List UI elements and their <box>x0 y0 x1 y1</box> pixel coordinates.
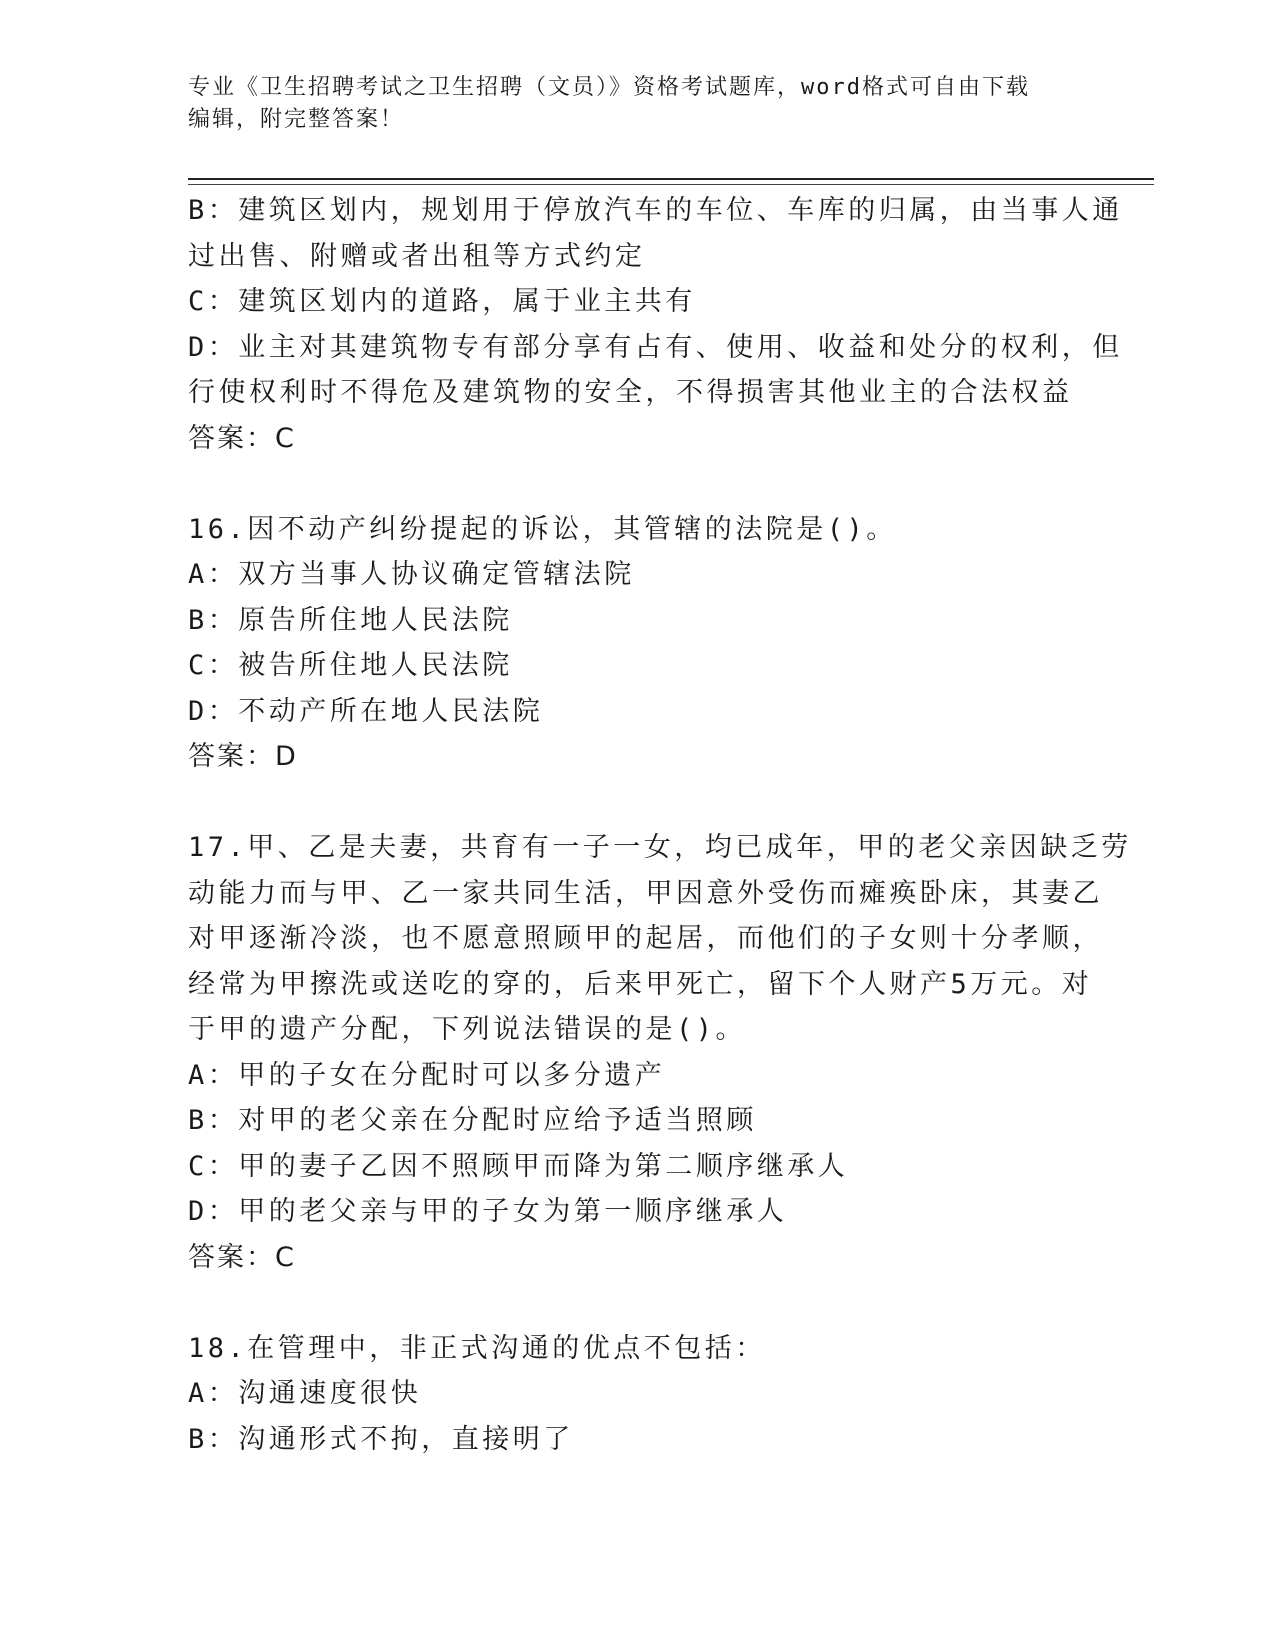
q17-stem-line-2: 动能力而与甲、乙一家共同生活，甲因意外受伤而瘫痪卧床，其妻乙 <box>188 877 1103 909</box>
q18-stem: 18.在管理中，非正式沟通的优点不包括： <box>188 1332 766 1364</box>
document-header <box>188 72 1088 136</box>
header-divider-thick <box>188 178 1154 180</box>
q17-stem-line-4: 经常为甲擦洗或送吃的穿的，后来甲死亡，留下个人财产5万元。对 <box>188 968 1093 1000</box>
q15-option-d-line-1: D：业主对其建筑物专有部分享有占有、使用、收益和处分的权利，但 <box>188 331 1123 363</box>
q17-option-c: C：甲的妻子乙因不照顾甲而降为第二顺序继承人 <box>188 1150 849 1182</box>
question-16-block <box>188 507 1088 780</box>
q16-option-c: C：被告所住地人民法院 <box>188 650 513 681</box>
q16-option-b: B：原告所住地人民法院 <box>188 604 513 636</box>
spacer <box>188 1280 1088 1326</box>
q17-option-b: B：对甲的老父亲在分配时应给予适当照顾 <box>188 1105 757 1136</box>
header-divider-thin <box>188 184 1154 185</box>
question-15-block <box>188 188 1123 461</box>
q17-option-a: A：甲的子女在分配时可以多分遗产 <box>188 1059 666 1091</box>
question-18-block <box>188 1326 1088 1463</box>
q15-option-c: C：建筑区划内的道路，属于业主共有 <box>188 286 696 317</box>
question-17-block <box>188 825 1132 1280</box>
q15-option-b-line-1: B：建筑区划内，规划用于停放汽车的车位、车库的归属，由当事人通 <box>188 195 1123 226</box>
spacer <box>188 780 1088 826</box>
q16-stem: 16.因不动产纠纷提起的诉讼，其管辖的法院是()。 <box>188 513 897 545</box>
header-line-1: 专业《卫生招聘考试之卫生招聘（文员）》资格考试题库，word格式可自由下载 <box>188 75 1030 100</box>
q17-option-d: D：甲的老父亲与甲的子女为第一顺序继承人 <box>188 1196 788 1227</box>
question-list <box>188 188 1132 1462</box>
q17-stem-line-1: 17.甲、乙是夫妻，共育有一子一女，均已成年，甲的老父亲因缺乏劳 <box>188 832 1132 863</box>
q16-option-a: A：双方当事人协议确定管辖法院 <box>188 559 635 590</box>
q18-option-b: B：沟通形式不拘，直接明了 <box>188 1423 574 1455</box>
q15-answer: 答案：C <box>188 422 296 454</box>
q16-option-d: D：不动产所在地人民法院 <box>188 695 544 727</box>
spacer <box>188 461 1088 507</box>
q15-option-b-line-2: 过出售、附赠或者出租等方式约定 <box>188 240 646 272</box>
q17-stem-line-5: 于甲的遗产分配，下列说法错误的是()。 <box>188 1014 747 1045</box>
q16-answer: 答案：D <box>188 741 298 772</box>
q15-option-d-line-2: 行使权利时不得危及建筑物的安全，不得损害其他业主的合法权益 <box>188 377 1073 408</box>
q17-answer: 答案：C <box>188 1241 296 1273</box>
header-line-2: 编辑，附完整答案！ <box>188 107 405 132</box>
q17-stem-line-3: 对甲逐渐冷淡，也不愿意照顾甲的起居，而他们的子女则十分孝顺， <box>188 923 1103 954</box>
q18-option-a: A：沟通速度很快 <box>188 1378 422 1409</box>
